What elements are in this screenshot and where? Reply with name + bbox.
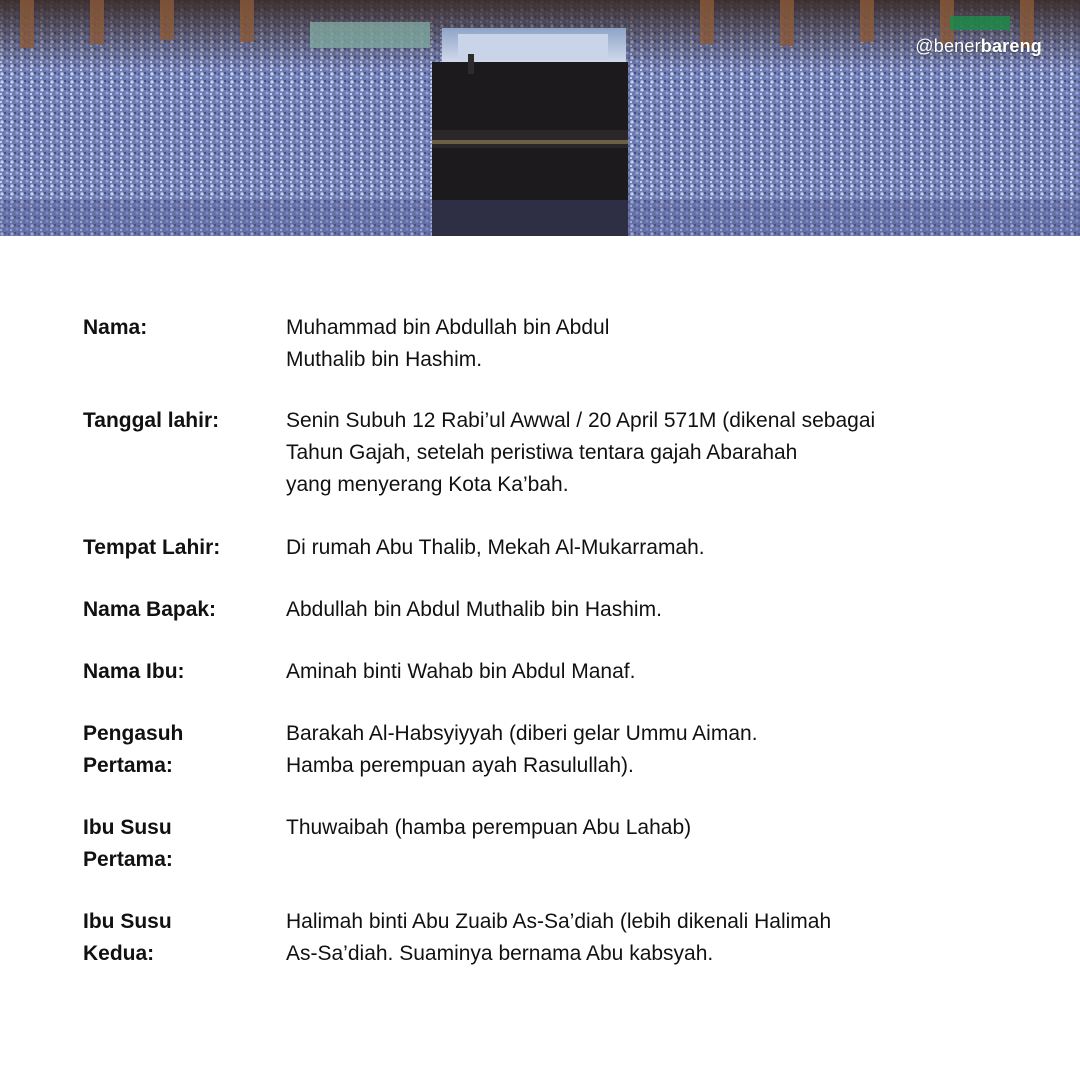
value-line: Muthalib bin Hashim. (286, 348, 483, 371)
row-label (83, 812, 273, 876)
label-line: Pertama: (83, 848, 173, 871)
row-label (83, 405, 273, 437)
handle-prefix: @bener (915, 36, 981, 56)
label-line: Pertama: (83, 754, 173, 777)
row-value (286, 312, 986, 376)
label-line: Tanggal lahir: (83, 409, 220, 432)
label-line: Ibu Susu (83, 910, 172, 933)
value-line: yang menyerang Kota Ka’bah. (286, 473, 569, 496)
row-label (83, 656, 273, 688)
handle-bold: bareng (980, 36, 1042, 56)
row-value (286, 532, 986, 564)
row-label (83, 312, 273, 344)
label-line: Nama Bapak: (83, 598, 217, 621)
label-line: Ibu Susu (83, 816, 172, 839)
value-line: Tahun Gajah, setelah peristiwa tentara gajah Abarahah (286, 441, 798, 464)
kaaba-crowd-photo (0, 0, 1080, 236)
label-line: Pengasuh (83, 722, 184, 745)
label-line: Kedua: (83, 942, 155, 965)
row-value (286, 718, 986, 782)
row-value (286, 594, 986, 626)
row-value (286, 812, 986, 844)
label-line: Nama: (83, 316, 148, 339)
row-value (286, 656, 986, 688)
row-value (286, 405, 986, 501)
row-value (286, 906, 986, 970)
row-label (83, 718, 273, 782)
row-label (83, 594, 273, 626)
row-label (83, 532, 273, 564)
value-line: Aminah binti Wahab bin Abdul Manaf. (286, 660, 636, 683)
value-line: Abdullah bin Abdul Muthalib bin Hashim. (286, 598, 662, 621)
value-line: Muhammad bin Abdullah bin Abdul (286, 316, 610, 339)
value-line: As-Sa’diah. Suaminya bernama Abu kabsyah. (286, 942, 714, 965)
value-line: Barakah Al-Habsyiyyah (diberi gelar Ummu Aiman. (286, 722, 758, 745)
row-label (83, 906, 273, 970)
value-line: Di rumah Abu Thalib, Mekah Al-Mukarramah. (286, 536, 705, 559)
value-line: Hamba perempuan ayah Rasulullah). (286, 754, 634, 777)
value-line: Thuwaibah (hamba perempuan Abu Lahab) (286, 816, 692, 839)
account-handle (915, 36, 1042, 57)
label-line: Nama Ibu: (83, 660, 185, 683)
value-line: Senin Subuh 12 Rabi’ul Awwal / 20 April 571M (dikenal sebagai (286, 409, 876, 432)
label-line: Tempat Lahir: (83, 536, 221, 559)
value-line: Halimah binti Abu Zuaib As-Sa’diah (lebih dikenali Halimah (286, 910, 832, 933)
